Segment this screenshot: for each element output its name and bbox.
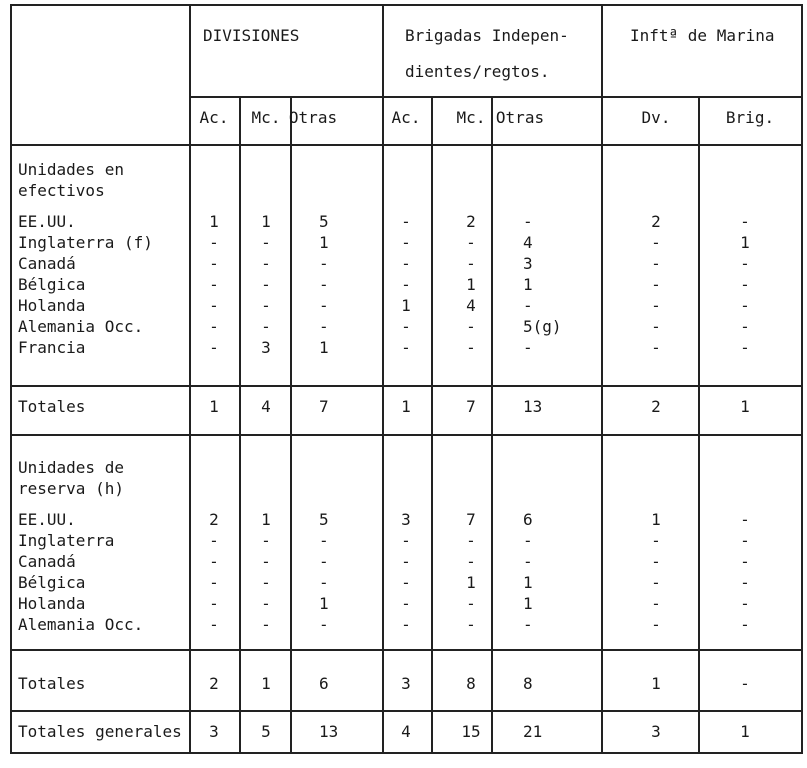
table-cell: - (523, 296, 533, 315)
total-cell: 3 (651, 722, 661, 741)
table-cell: - (740, 212, 750, 231)
table-cell: - (523, 212, 533, 231)
table-cell: - (401, 254, 411, 273)
country-label: Alemania Occ. (18, 615, 144, 634)
country-label: EE.UU. (18, 510, 76, 529)
table-cell: 5 (319, 510, 329, 529)
table-cell: 1 (651, 510, 661, 529)
section1-title-line1: Unidades en (18, 160, 124, 179)
table-cell: - (401, 338, 411, 357)
table-cell: - (523, 615, 533, 634)
table-cell: 1 (401, 296, 411, 315)
table-cell: 3 (523, 254, 533, 273)
table-cell: 1 (523, 594, 533, 613)
table-cell: - (740, 573, 750, 592)
table-cell: - (209, 615, 219, 634)
table-cell: 5 (319, 212, 329, 231)
table-cell: 1 (209, 212, 219, 231)
header-brigadas-line2: dientes/regtos. (405, 62, 550, 81)
subheader-4: Ac. (391, 108, 421, 127)
header-infanteria-marina: Inftª de Marina (630, 26, 775, 45)
table-cell: 1 (319, 233, 329, 252)
table-cell: - (401, 573, 411, 592)
header-divisiones: DIVISIONES (203, 26, 300, 45)
table-cell: - (523, 531, 533, 550)
total-cell: 7 (466, 397, 476, 416)
table-cell: - (466, 317, 476, 336)
table-cell: - (401, 615, 411, 634)
table-border-top (10, 4, 803, 6)
table-cell: - (209, 573, 219, 592)
table-cell: - (651, 531, 661, 550)
label-column-divider (189, 4, 191, 754)
table-cell: - (261, 275, 271, 294)
col-divider-mc-otras-2 (491, 96, 493, 754)
table-cell: - (209, 233, 219, 252)
table-cell: - (209, 531, 219, 550)
subheader-1: Ac. (199, 108, 229, 127)
table-cell: - (740, 510, 750, 529)
group-divider-2 (601, 4, 603, 754)
country-label: EE.UU. (18, 212, 76, 231)
section1-totals-bottom-divider (10, 434, 803, 436)
total-cell: 1 (401, 397, 411, 416)
table-cell: 1 (319, 594, 329, 613)
table-cell: 1 (466, 275, 476, 294)
table-cell: - (651, 233, 661, 252)
table-cell: - (209, 296, 219, 315)
table-cell: - (651, 594, 661, 613)
table-cell: - (401, 275, 411, 294)
section2-title-line2: reserva (h) (18, 479, 124, 498)
table-cell: 1 (740, 233, 750, 252)
total-cell: 2 (209, 674, 219, 693)
table-cell: - (651, 573, 661, 592)
table-cell: - (466, 552, 476, 571)
country-label: Inglaterra (18, 531, 115, 550)
table-cell: - (740, 531, 750, 550)
table-cell: 2 (651, 212, 661, 231)
header-bottom-divider (10, 144, 803, 146)
country-label: Holanda (18, 296, 86, 315)
total-cell: 8 (523, 674, 533, 693)
col-divider-mc-otras (290, 96, 292, 754)
header-brigadas-line1: Brigadas Indepen- (405, 26, 569, 45)
total-cell: 1 (209, 397, 219, 416)
grand-totals-label: Totales generales (18, 722, 182, 741)
table-cell: 4 (466, 296, 476, 315)
table-cell: - (740, 338, 750, 357)
table-cell: 1 (261, 510, 271, 529)
table-cell: - (740, 254, 750, 273)
table-border-right (801, 4, 803, 754)
table-cell: - (466, 233, 476, 252)
total-cell: 13 (319, 722, 339, 741)
table-cell: 1 (466, 573, 476, 592)
total-cell: 6 (319, 674, 329, 693)
total-cell: 3 (401, 674, 411, 693)
total-cell: 4 (261, 397, 271, 416)
table-cell: - (261, 317, 271, 336)
table-cell: - (466, 594, 476, 613)
section2-totals-label: Totales (18, 674, 86, 693)
table-cell: - (523, 338, 533, 357)
table-cell: - (466, 531, 476, 550)
table-cell: 1 (523, 275, 533, 294)
country-label: Inglaterra (f) (18, 233, 153, 252)
group-divider-1 (382, 4, 384, 754)
table-cell: - (401, 531, 411, 550)
table-cell: - (261, 573, 271, 592)
table-cell: 1 (319, 338, 329, 357)
table-cell: - (466, 338, 476, 357)
table-cell: - (319, 296, 329, 315)
col-divider-ac-mc-2 (431, 96, 433, 754)
table-cell: 4 (523, 233, 533, 252)
country-label: Canadá (18, 552, 76, 571)
country-label: Bélgica (18, 275, 86, 294)
table-cell: - (319, 317, 329, 336)
table-cell: - (401, 552, 411, 571)
table-cell: - (401, 212, 411, 231)
table-cell: - (209, 338, 219, 357)
table-cell: - (319, 275, 329, 294)
table-cell: - (651, 254, 661, 273)
table-cell: - (740, 615, 750, 634)
col-divider-dv-brig (698, 96, 700, 754)
section1-totals-top-divider (10, 385, 803, 387)
section1-totals-label: Totales (18, 397, 86, 416)
subheader-2: Mc. (251, 108, 281, 127)
country-label: Canadá (18, 254, 76, 273)
total-cell: 3 (209, 722, 219, 741)
table-cell: - (261, 254, 271, 273)
total-cell: 13 (523, 397, 543, 416)
table-cell: - (466, 254, 476, 273)
country-label: Francia (18, 338, 86, 357)
header-subgroup-divider (190, 96, 803, 98)
table-cell: - (523, 552, 533, 571)
table-cell: - (209, 275, 219, 294)
table-cell: - (740, 275, 750, 294)
total-cell: 8 (466, 674, 476, 693)
table-cell: - (261, 233, 271, 252)
table-cell: - (740, 296, 750, 315)
table-cell: - (651, 552, 661, 571)
section2-totals-top-divider (10, 649, 803, 651)
table-cell: - (261, 531, 271, 550)
country-label: Alemania Occ. (18, 317, 144, 336)
table-cell: - (740, 317, 750, 336)
table-cell: - (261, 615, 271, 634)
table-cell: - (466, 615, 476, 634)
table-cell: - (651, 317, 661, 336)
subheader-7: Dv. (641, 108, 671, 127)
table-cell: - (651, 338, 661, 357)
subheader-5: Mc. (456, 108, 486, 127)
table-cell: - (209, 254, 219, 273)
grand-totals-top-divider (10, 710, 803, 712)
total-cell: 15 (461, 722, 481, 741)
table-border-bottom (10, 752, 803, 754)
table-cell: 3 (401, 510, 411, 529)
total-cell: 1 (740, 397, 750, 416)
total-cell: 5 (261, 722, 271, 741)
table-cell: 6 (523, 510, 533, 529)
table-cell: - (209, 594, 219, 613)
subheader-3: Otras (288, 108, 338, 127)
table-cell: - (319, 254, 329, 273)
section1-title-line2: efectivos (18, 181, 105, 200)
table-cell: 2 (466, 212, 476, 231)
table-cell: - (401, 233, 411, 252)
table-cell: - (261, 296, 271, 315)
col-divider-ac-mc (239, 96, 241, 754)
table-cell: 7 (466, 510, 476, 529)
table-cell: - (319, 552, 329, 571)
section2-title-line1: Unidades de (18, 458, 124, 477)
table-cell: - (740, 552, 750, 571)
total-cell: 1 (261, 674, 271, 693)
total-cell: 2 (651, 397, 661, 416)
table-cell: - (651, 275, 661, 294)
table-cell: 3 (261, 338, 271, 357)
table-cell: 2 (209, 510, 219, 529)
table-cell: - (740, 594, 750, 613)
total-cell: - (740, 674, 750, 693)
table-cell: - (209, 552, 219, 571)
country-label: Holanda (18, 594, 86, 613)
subheader-8: Brig. (725, 108, 775, 127)
total-cell: 4 (401, 722, 411, 741)
table-cell: - (209, 317, 219, 336)
total-cell: 1 (740, 722, 750, 741)
total-cell: 1 (651, 674, 661, 693)
table-cell: - (319, 573, 329, 592)
table-cell: 1 (261, 212, 271, 231)
table-cell: - (651, 296, 661, 315)
table-cell: - (261, 594, 271, 613)
total-cell: 21 (523, 722, 543, 741)
table-cell: 5(g) (523, 317, 562, 336)
table-cell: - (651, 615, 661, 634)
country-label: Bélgica (18, 573, 86, 592)
table-cell: - (401, 317, 411, 336)
total-cell: 7 (319, 397, 329, 416)
subheader-6: Otras (495, 108, 545, 127)
table-cell: - (261, 552, 271, 571)
table-cell: - (401, 594, 411, 613)
table-cell: 1 (523, 573, 533, 592)
table-cell: - (319, 531, 329, 550)
table-cell: - (319, 615, 329, 634)
table-border-left (10, 4, 12, 754)
